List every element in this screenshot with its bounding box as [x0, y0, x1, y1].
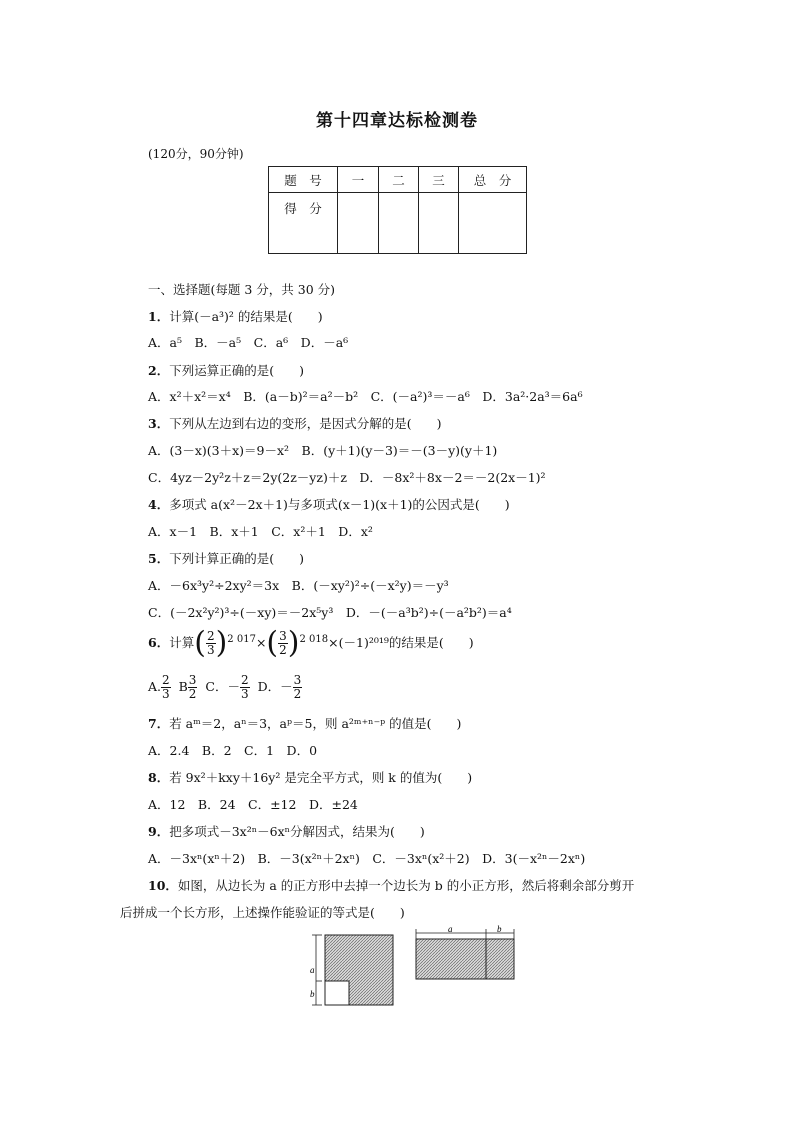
option-a-fraction: [161, 674, 171, 701]
label-b: b: [310, 989, 315, 999]
question-number: 8．: [148, 770, 170, 785]
question-3: [148, 416, 441, 432]
question-stem: 下列从左边到右边的变形，是因式分解的是( ): [169, 416, 442, 431]
question-10-stem-continued: 后拼成一个长方形，上述操作能验证的等式是( ): [120, 905, 405, 920]
question-number: 4．: [148, 497, 170, 512]
question-stem: 如图，从边长为 a 的正方形中去掉一个边长为 b 的小正方形，然后将剩余部分剪开: [177, 878, 635, 893]
right-paren: ): [215, 625, 228, 661]
question-5-options-cd: C．(－2x²y²)³÷(－xy)＝－2x⁵y³ D．－(－a³b²)÷(－a²b²)＝a⁴: [148, 605, 512, 620]
fraction-numerator: 2: [162, 673, 170, 687]
exam-meta: (120分，90分钟): [148, 147, 244, 161]
question-stem: 把多项式－3x²ⁿ－6xⁿ分解因式，结果为( ): [169, 824, 425, 839]
score-row-label: 得 分: [269, 193, 338, 254]
square-rectangle-figure: [300, 925, 530, 1010]
score-header-cell: 三: [419, 167, 459, 193]
square-with-cutout: [325, 935, 393, 1005]
option-a-label: A.: [148, 679, 162, 694]
option-d-label: D．－: [257, 679, 293, 694]
question-number: 6．: [148, 635, 170, 650]
question-4-options: A．x－1 B．x＋1 C．x²＋1 D．x²: [148, 524, 373, 539]
question-stem: 多项式 a(x²－2x＋1)与多项式(x－1)(x＋1)的公因式是( ): [169, 497, 510, 512]
question-10: [148, 878, 634, 894]
option-c-fraction: [240, 674, 250, 701]
question-6-options: [148, 672, 302, 702]
fraction-numerator: 2: [240, 673, 249, 687]
score-table-score-row: [269, 193, 527, 254]
small-square: [325, 981, 349, 1005]
exponent: 2 017: [227, 633, 256, 645]
fraction-denominator: 2: [293, 687, 302, 701]
question-6-prefix: 计算: [169, 635, 195, 650]
option-b-fraction: [188, 674, 198, 701]
option-d-fraction: [293, 674, 303, 701]
question-number: 2．: [148, 363, 170, 378]
question-2-options: A．x²＋x²＝x⁴ B．(a－b)²＝a²－b² C．(－a²)³＝－a⁶ D．3a²·2a³＝6a⁶: [148, 389, 583, 404]
rearranged-rectangle: [416, 939, 514, 979]
score-table: [268, 166, 527, 254]
fraction-denominator: 3: [162, 687, 170, 701]
question-3-options-cd: C．4yz－2y²z＋z＝2y(2z－yz)＋z D．－8x²＋8x－2＝－2(2x－1)²: [148, 470, 546, 485]
fraction-numerator: 3: [279, 629, 287, 643]
question-stem: 若 aᵐ＝2，aⁿ＝3，aᵖ＝5，则 a²ᵐ⁺ⁿ⁻ᵖ 的值是( ): [169, 716, 462, 731]
fraction-three-halves: [278, 630, 288, 657]
label-b-top: b: [497, 925, 502, 934]
fraction-numerator: 2: [206, 629, 215, 643]
score-header-cell: 题 号: [269, 167, 338, 193]
question-number: 9．: [148, 824, 170, 839]
question-number: 5．: [148, 551, 170, 566]
fraction-denominator: 3: [240, 687, 249, 701]
label-a-top: a: [448, 925, 453, 934]
left-paren: (: [266, 625, 279, 661]
question-number: 1．: [148, 309, 170, 324]
fraction-numerator: 3: [188, 673, 197, 687]
question-9: [148, 824, 425, 840]
right-paren: ): [287, 625, 300, 661]
fraction-two-thirds: [206, 630, 216, 657]
question-5-options-ab: A．－6x³y²÷2xy²＝3x B．(－xy²)²÷(－x²y)＝－y³: [148, 578, 449, 593]
question-6-tail: ×(－1)²⁰¹⁹的结果是( ): [328, 635, 474, 650]
score-table-header-row: [269, 167, 527, 193]
question-8-options: A．12 B．24 C．±12 D．±24: [148, 797, 358, 812]
score-cell[interactable]: [379, 193, 419, 254]
score-cell[interactable]: [419, 193, 459, 254]
question-1-options: A．a⁵ B．－a⁵ C．a⁶ D．－a⁶: [148, 335, 349, 350]
question-number: 10．: [148, 878, 178, 893]
question-7: [148, 716, 461, 732]
exponent: 2 018: [299, 633, 329, 645]
question-stem: 下列计算正确的是( ): [169, 551, 304, 566]
question-number: 3．: [148, 416, 170, 431]
question-3-options-ab: A．(3－x)(3＋x)＝9－x² B．(y＋1)(y－3)＝－(3－y)(y＋1): [148, 443, 498, 458]
score-header-cell: 总 分: [459, 167, 527, 193]
option-b-label: B: [178, 679, 188, 694]
score-header-cell: 二: [379, 167, 419, 193]
fraction-denominator: 2: [188, 687, 197, 701]
question-8: [148, 770, 472, 786]
page-title: 第十四章达标检测卷: [316, 111, 478, 131]
question-4: [148, 497, 510, 513]
question-1: [148, 309, 323, 325]
fraction-numerator: 3: [293, 673, 302, 687]
score-header-cell: 一: [338, 167, 379, 193]
question-stem: 若 9x²＋kxy＋16y² 是完全平方式，则 k 的值为( ): [169, 770, 473, 785]
question-7-options: A．2.4 B．2 C．1 D．0: [148, 743, 318, 758]
question-9-options: A．－3xⁿ(xⁿ＋2) B．－3(x²ⁿ＋2xⁿ) C．－3xⁿ(x²＋2) D．3(－x²ⁿ－2xⁿ): [148, 851, 586, 866]
times-sign: ×: [255, 635, 267, 650]
question-number: 7．: [148, 716, 170, 731]
question-5: [148, 551, 304, 567]
question-stem: 计算(－a³)² 的结果是( ): [169, 309, 323, 324]
question-stem: 下列运算正确的是( ): [169, 363, 304, 378]
section-heading: 一、选择题(每题 3 分，共 30 分): [148, 282, 336, 297]
score-cell[interactable]: [459, 193, 527, 254]
label-a: a: [310, 965, 315, 975]
fraction-denominator: 3: [206, 643, 215, 657]
left-paren: (: [194, 625, 206, 661]
option-c-label: C．－: [205, 679, 240, 694]
question-2: [148, 363, 304, 379]
question-6: [148, 625, 474, 661]
score-cell[interactable]: [338, 193, 379, 254]
fraction-denominator: 2: [279, 643, 287, 657]
